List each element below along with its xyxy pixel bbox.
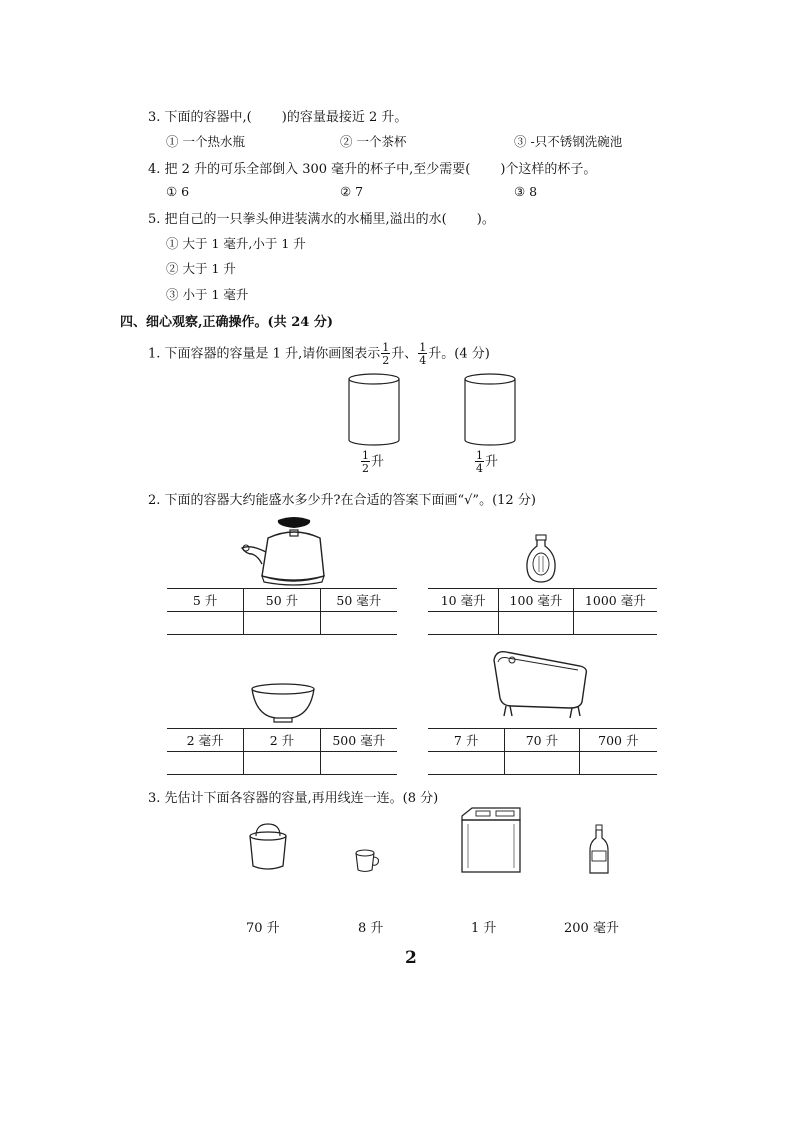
- check-cell[interactable]: [320, 752, 397, 775]
- capacity-label[interactable]: 1 升: [471, 921, 497, 936]
- option-cell: 7 升: [428, 729, 505, 752]
- capacity-label[interactable]: 200 毫升: [564, 921, 619, 936]
- check-cell[interactable]: [244, 612, 320, 635]
- option-cell: 50 升: [244, 589, 320, 612]
- option-cell: 2 升: [244, 729, 320, 752]
- check-cell[interactable]: [244, 752, 320, 775]
- check-cell[interactable]: [499, 612, 573, 635]
- answer-table-bowl: [167, 728, 397, 775]
- bottle-image[interactable]: [588, 824, 610, 876]
- answer-table-bottle: [428, 588, 657, 635]
- option[interactable]: ② 7: [340, 184, 364, 199]
- cup-image[interactable]: [354, 848, 380, 874]
- check-cell[interactable]: [167, 612, 244, 635]
- check-cell[interactable]: [320, 612, 397, 635]
- option-cell: 700 升: [579, 729, 657, 752]
- bowl-image: [250, 682, 316, 726]
- option[interactable]: ② 大于 1 升: [166, 261, 236, 276]
- option-cell: 10 毫升: [428, 589, 499, 612]
- question-5: 5. 把自己的一只拳头伸进装满水的水桶里,溢出的水( )。: [148, 212, 495, 227]
- answer-table-kettle: [167, 588, 397, 635]
- bucket-image[interactable]: [248, 822, 288, 872]
- problem-1: 1. 下面容器的容量是 1 升,请你画图表示 $\frac{1}{2}$ 升、 $\frac{1}{4}$ 升。(4 分): [148, 341, 490, 367]
- fraction: $\frac{1}{2}$: [382, 341, 390, 367]
- kettle-image: [238, 512, 328, 588]
- problem-2: 2. 下面的容器大约能盛水多少升?在合适的答案下面画“√”。(12 分): [148, 493, 536, 508]
- fraction-label-quarter: $\frac{1}{4}$ 升: [476, 449, 499, 475]
- option[interactable]: ③ 小于 1 毫升: [166, 287, 249, 302]
- fraction-label-half: $\frac{1}{2}$ 升: [362, 449, 385, 475]
- page-number: 2: [405, 948, 417, 968]
- option-cell: 2 毫升: [167, 729, 244, 752]
- check-cell[interactable]: [428, 612, 499, 635]
- question-3: 3. 下面的容器中,( )的容量最接近 2 升。: [148, 110, 408, 125]
- capacity-label[interactable]: 8 升: [358, 921, 384, 936]
- option[interactable]: ③ -只不锈钢洗碗池: [514, 134, 623, 149]
- check-cell[interactable]: [579, 752, 657, 775]
- option-cell: 100 毫升: [499, 589, 573, 612]
- option[interactable]: ① 6: [166, 184, 190, 199]
- check-cell[interactable]: [505, 752, 579, 775]
- option-cell: 500 毫升: [320, 729, 397, 752]
- fraction: $\frac{1}{4}$: [419, 341, 427, 367]
- option[interactable]: ③ 8: [514, 184, 538, 199]
- option-cell: 1000 毫升: [573, 589, 657, 612]
- option-cell: 50 毫升: [320, 589, 397, 612]
- check-cell[interactable]: [167, 752, 244, 775]
- problem-3: 3. 先估计下面各容器的容量,再用线连一连。(8 分): [148, 791, 439, 806]
- option-cell: 5 升: [167, 589, 244, 612]
- option[interactable]: ① 一个热水瓶: [166, 134, 245, 149]
- option[interactable]: ② 一个茶杯: [340, 134, 407, 149]
- question-4: 4. 把 2 升的可乐全部倒入 300 毫升的杯子中,至少需要( )个这样的杯子。: [148, 162, 597, 177]
- option[interactable]: ① 大于 1 毫升,小于 1 升: [166, 236, 306, 251]
- cylinder-quarter-image[interactable]: [463, 372, 517, 448]
- answer-table-bathtub: [428, 728, 657, 775]
- option-cell: 70 升: [505, 729, 579, 752]
- check-cell[interactable]: [573, 612, 657, 635]
- cylinder-half-image[interactable]: [347, 372, 401, 448]
- washing-machine-image[interactable]: [458, 806, 524, 876]
- section-title: 四、细心观察,正确操作。(共 24 分): [120, 315, 333, 330]
- bathtub-image: [490, 644, 590, 720]
- check-cell[interactable]: [428, 752, 505, 775]
- bottle-image: [524, 534, 558, 584]
- capacity-label[interactable]: 70 升: [246, 921, 280, 936]
